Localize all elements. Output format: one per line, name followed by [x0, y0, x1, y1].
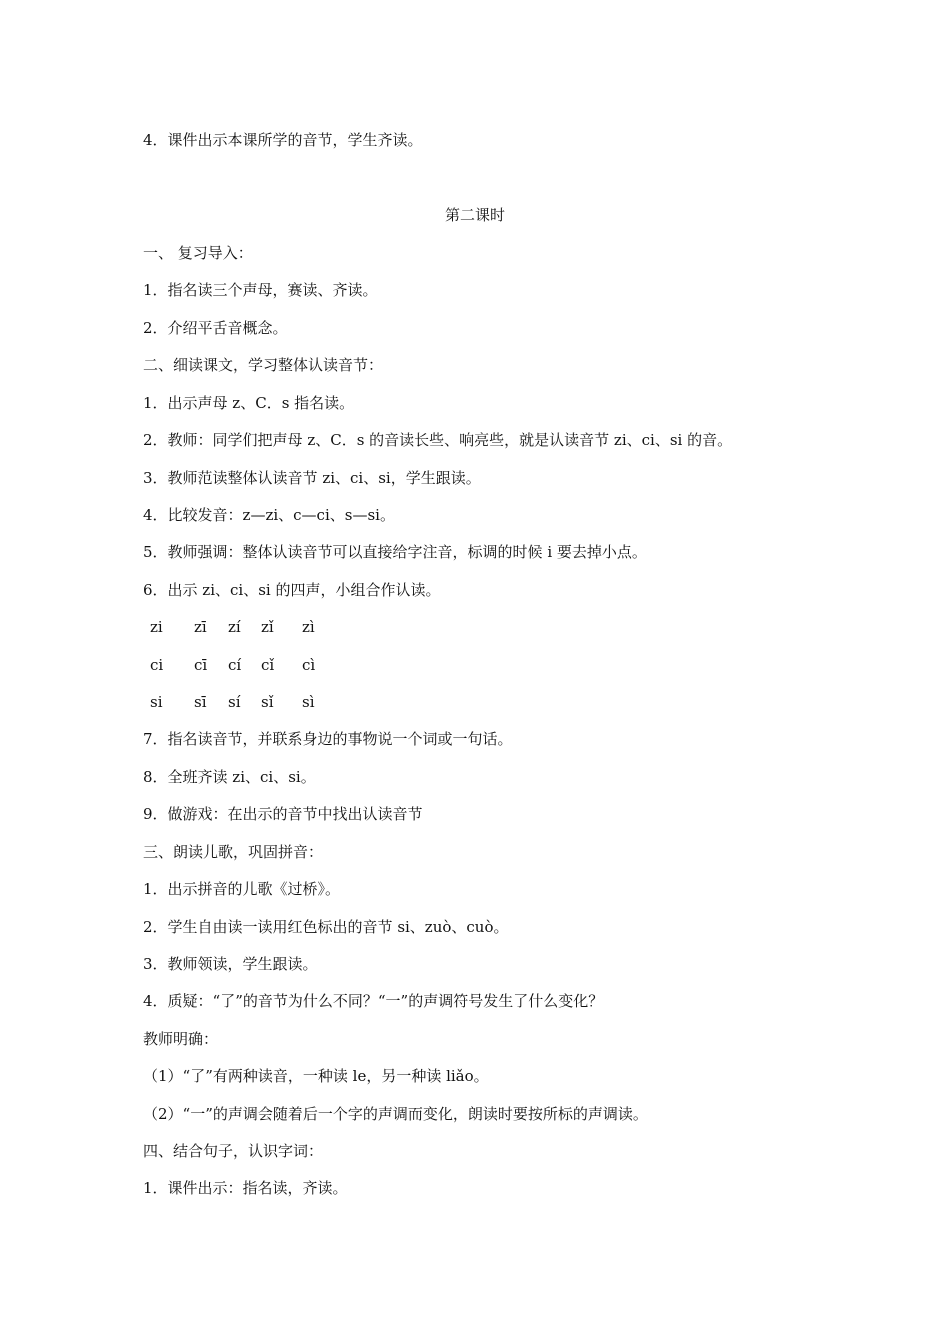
tone-cell: sǐ	[261, 693, 274, 711]
tone-cell: cī	[194, 656, 208, 674]
heading-text-study: 二、细读课文，学习整体认读音节：	[143, 356, 384, 374]
tone-cell: zì	[302, 618, 315, 636]
tone-cell: zǐ	[261, 618, 274, 636]
tone-cell: cǐ	[261, 656, 275, 674]
text-line: 4．比较发音：z—zi、c—ci、s—si。	[143, 506, 395, 524]
heading-review: 一、 复习导入：	[143, 244, 253, 262]
text-line: （2）“一”的声调会随着后一个字的声调而变化，朗读时要按所标的声调读。	[143, 1105, 648, 1123]
text-line: 8．全班齐读 zi、ci、si。	[143, 768, 316, 786]
text-line: 1．出示拼音的儿歌《过桥》。	[143, 880, 341, 898]
text-line: 7．指名读音节，并联系身边的事物说一个词或一句话。	[143, 730, 513, 748]
text-line: 2．介绍平舌音概念。	[143, 319, 288, 337]
section-title: 第二课时	[444, 206, 505, 224]
tone-cell: zi	[150, 618, 163, 636]
text-line: 1．出示声母 z、C．s 指名读。	[143, 394, 355, 412]
text-line: 2．教师：同学们把声母 z、C．s 的音读长些、响亮些，就是认读音节 zi、ci、si 的音。	[143, 431, 733, 449]
heading-words: 四、结合句子，认识字词：	[143, 1142, 324, 1160]
text-line: 教师明确：	[143, 1030, 219, 1048]
tone-cell: sī	[194, 693, 207, 711]
text-line: 4．质疑：“了”的音节为什么不同？“一”的声调符号发生了什么变化？	[143, 992, 604, 1010]
tone-cell: cí	[228, 656, 242, 674]
text-line: 3．教师领读，学生跟读。	[143, 955, 318, 973]
heading-recitation: 三、朗读儿歌，巩固拼音：	[143, 843, 324, 861]
text-line: 9．做游戏：在出示的音节中找出认读音节	[143, 805, 423, 823]
text-line: 6．出示 zi、ci、si 的四声，小组合作认读。	[143, 581, 441, 599]
tone-cell: sí	[228, 693, 241, 711]
text-line: 1．课件出示：指名读，齐读。	[143, 1179, 348, 1197]
tone-cell: zí	[228, 618, 241, 636]
text-line: 2．学生自由读一读用红色标出的音节 si、zuò、cuò。	[143, 918, 509, 936]
text-line: 4．课件出示本课所学的音节，学生齐读。	[143, 131, 423, 149]
text-line: 5．教师强调：整体认读音节可以直接给字注音，标调的时候 i 要去掉小点。	[143, 543, 647, 561]
text-line: （1）“了”有两种读音，一种读 le，另一种读 liǎo。	[143, 1067, 489, 1085]
tone-cell: cì	[302, 656, 316, 674]
tone-cell: si	[150, 693, 163, 711]
text-line: 3．教师范读整体认读音节 zi、ci、si，学生跟读。	[143, 469, 481, 487]
tone-cell: ci	[150, 656, 164, 674]
tone-cell: zī	[194, 618, 207, 636]
tone-cell: sì	[302, 693, 315, 711]
text-line: 1．指名读三个声母，赛读、齐读。	[143, 281, 378, 299]
